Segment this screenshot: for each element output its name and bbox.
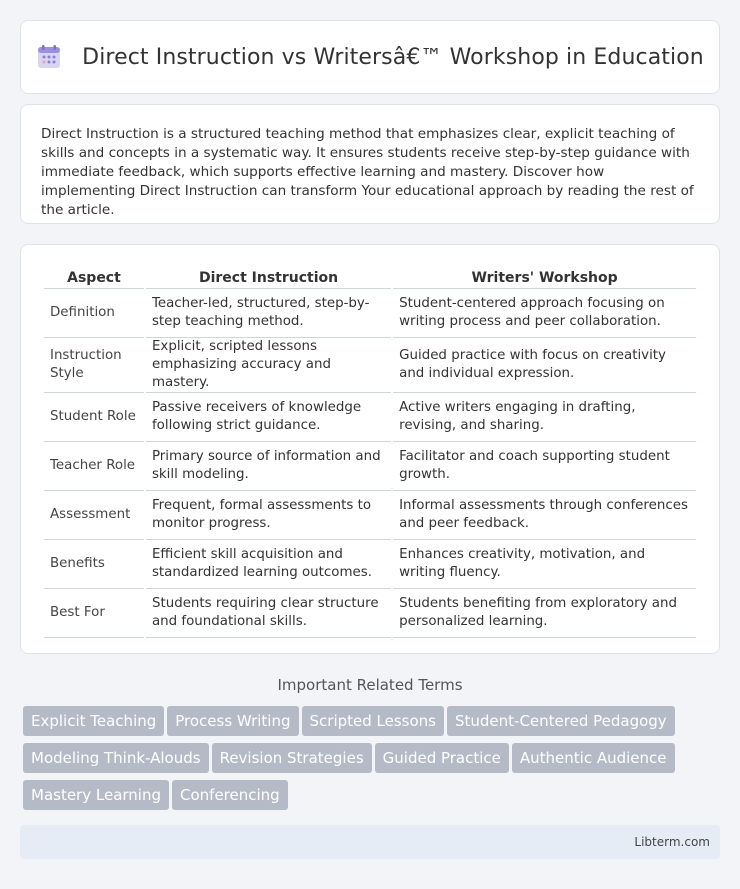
aspect-cell: Benefits (44, 540, 144, 589)
footer (20, 825, 720, 859)
intro-text: Direct Instruction is a structured teaching method that emphasizes clear, explicit teaching of skills and concepts in a systematic way. It ensures students receive step-by-step guidance with immediate feedback, which supports effective learning and mastery. Discover how implementing Direct Instruction can transform Your educational approach by reading the rest of the article. (41, 126, 694, 218)
writers-workshop-cell: Informal assessments through conferences and peer feedback. (393, 491, 696, 540)
calendar-icon (36, 44, 62, 70)
writers-workshop-cell: Student-centered approach focusing on writing process and peer collaboration. (393, 289, 696, 338)
title-card (20, 20, 720, 94)
related-terms-title: Important Related Terms (277, 676, 463, 694)
tag-conferencing[interactable]: Conferencing (172, 780, 288, 810)
direct-instruction-cell: Teacher-led, structured, step-by-step teaching method. (146, 289, 391, 338)
aspect-cell: Instruction Style (44, 338, 144, 393)
writers-workshop-cell: Guided practice with focus on creativity and individual expression. (393, 338, 696, 393)
table-row (44, 393, 696, 442)
table-row (44, 589, 696, 638)
tag-modeling-think-alouds[interactable]: Modeling Think-Alouds (23, 743, 209, 773)
direct-instruction-cell: Students requiring clear structure and foundational skills. (146, 589, 391, 638)
table-row (44, 338, 696, 393)
intro-card (20, 104, 720, 224)
table-row (44, 540, 696, 589)
direct-instruction-cell: Frequent, formal assessments to monitor progress. (146, 491, 391, 540)
direct-instruction-cell: Primary source of information and skill modeling. (146, 442, 391, 491)
footer-brand-link[interactable]: Libterm.com (634, 835, 710, 849)
writers-workshop-cell: Active writers engaging in drafting, revising, and sharing. (393, 393, 696, 442)
direct-instruction-cell: Explicit, scripted lessons emphasizing accuracy and mastery. (146, 338, 391, 393)
aspect-cell: Assessment (44, 491, 144, 540)
header-direct-instruction: Direct Instruction (146, 265, 391, 289)
tag-process-writing[interactable]: Process Writing (167, 706, 298, 736)
tag-authentic-audience[interactable]: Authentic Audience (512, 743, 675, 773)
table-row (44, 442, 696, 491)
table-row (44, 289, 696, 338)
writers-workshop-cell: Facilitator and coach supporting student growth. (393, 442, 696, 491)
aspect-cell: Teacher Role (44, 442, 144, 491)
tag-scripted-lessons[interactable]: Scripted Lessons (302, 706, 444, 736)
comparison-table-card (20, 244, 720, 654)
aspect-cell: Definition (44, 289, 144, 338)
header-writers-workshop: Writers' Workshop (393, 265, 696, 289)
page-title: Direct Instruction vs Writersâ€™ Workshop in Education (82, 44, 704, 70)
tag-student-centered-pedagogy[interactable]: Student-Centered Pedagogy (447, 706, 675, 736)
comparison-table (42, 265, 698, 638)
writers-workshop-cell: Students benefiting from exploratory and personalized learning. (393, 589, 696, 638)
aspect-cell: Student Role (44, 393, 144, 442)
tag-mastery-learning[interactable]: Mastery Learning (23, 780, 169, 810)
tag-guided-practice[interactable]: Guided Practice (375, 743, 509, 773)
writers-workshop-cell: Enhances creativity, motivation, and writing fluency. (393, 540, 696, 589)
header-aspect: Aspect (44, 265, 144, 289)
related-terms-list (23, 706, 723, 817)
tag-explicit-teaching[interactable]: Explicit Teaching (23, 706, 164, 736)
direct-instruction-cell: Efficient skill acquisition and standardized learning outcomes. (146, 540, 391, 589)
direct-instruction-cell: Passive receivers of knowledge following strict guidance. (146, 393, 391, 442)
tag-revision-strategies[interactable]: Revision Strategies (212, 743, 372, 773)
table-row (44, 491, 696, 540)
aspect-cell: Best For (44, 589, 144, 638)
table-header-row (44, 265, 696, 289)
